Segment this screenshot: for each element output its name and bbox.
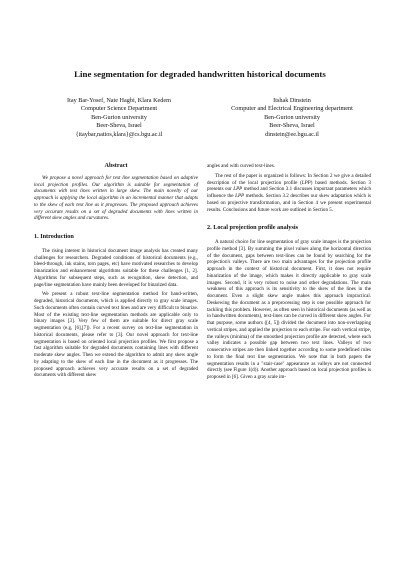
author-email: dinstein@ee.bgu.ac.il <box>265 130 319 138</box>
text-run: ) based methods. Section 3 presents our <box>207 179 371 193</box>
author-department: Computer and Electrical Engineering department <box>231 105 353 113</box>
author-university: Ben-Gurion university <box>91 113 147 121</box>
abstract-heading: Abstract <box>104 162 128 169</box>
organization-paragraph <box>207 173 371 214</box>
abstract-text: We propose a novel approach for text line segmentation based on adaptive local projection profiles. Our algorithm is suitable for segmentation of documents with text lines written in large skew. The main novelty of our approach is applying the local algorithm in an incremental manner that adapts to the skew of each text line as it progresses. The proposed approach achieves very accurate results on a set of degraded documents with lines written in different skew angles and curvatures. <box>34 174 198 222</box>
section-1-heading: 1. Introduction <box>34 233 74 240</box>
lpp-term: LPP <box>233 186 243 193</box>
section-2-heading: 2. Local projection profile analysis <box>207 224 299 232</box>
intro-continuation: angles and with curved text-lines. <box>207 163 275 169</box>
lpp-term: LPP <box>235 193 245 200</box>
right-column <box>207 163 371 384</box>
author-names: Itshak Dinstein <box>273 97 311 104</box>
author-names: Itay Bar-Yosef, Nate Hagbi, Klara Kedem <box>67 97 171 104</box>
author-city: Beer-Sheva, Israel <box>269 122 315 130</box>
left-column <box>34 163 198 382</box>
text-run: method and Section 3.1 discusses important parameters which influence the <box>207 186 371 200</box>
intro-paragraph-1: The rising interest in historical document image analysis has created many challenges for researchers. Degraded conditions of historical documents (e.g., bleed-through, ink stains, torn pages, etc) have motivated researches to develop binarization and enhancement algorithms suitable for these challenges [1, 2]. Algorithms for subsequent steps, such as recognition, skew detection, and page/line segmentation have mainly been developed for binarized data. <box>34 247 198 288</box>
lpp-term: LPP <box>301 179 311 186</box>
text-run: methods. Section 3.2 describes our skew adaptation which is based on projective transformation, and in Section 4 we present experimental results. Conclusions and future work are outlined in Section 5. <box>207 193 371 213</box>
paper-title: Line segmentation for degraded handwritten historical documents <box>74 69 326 79</box>
author-university: Ben-Gurion university <box>264 113 320 121</box>
author-block-right <box>212 97 372 139</box>
text-run: The rest of the paper is organized is follows: In Section 2 we give a detailed description of the local projection profile ( <box>207 172 371 186</box>
author-block-left <box>44 97 194 139</box>
section-2-paragraph: A natural choice for line segmentation of gray scale images is the projection profile method [3]. By summing the pixel values along the horizontal direction of the document, gaps between text-lines can be found by searching for the projection's valleys. There are two main advantages for the projection profile approach in the context of historical document. First, it does not require binarization of the image, which makes it directly applicable to gray scale images. Second, it is very robust to noise and other degradations. The main weakness of this approach is its sensitivity to the skew of the lines in the document. Even a slight skew angle makes this approach impractical. Deskewing the document as a preprocessing step is one possible approach for tackling this problem. However, as often seen in historical documents (as well as in handwritten documents), text-lines can be curved in different skew angles. For that purpose, some authors ([4, 5]) divided the document into non-overlapping vertical stripes, and applied the projection to each stripe. For each vertical stripe, the valleys (minima) of the smoothed projection profile are detected, where each valley indicates a possible gap between two text lines. Valleys of two consecutive stripes are then linked together according to some predefined rules to form the final text line segmentation. We note that in both papers the segmentation results in a "stair-case" appearance as valleys are not connected directly (see Figure 1(d)). Another approach based on local projection profiles is proposed in [6]. Given a gray scale im- <box>207 239 371 381</box>
author-department: Computer Science Department <box>80 105 158 113</box>
author-city: Beer-Sheva, Israel <box>96 122 142 130</box>
intro-paragraph-2: We present a robust text-line segmentation method for hand-written, degraded, historical documents, which is applied directly to gray scale images. Such documents often contain curved text lines and are very difficult to binarize. Most of the existing text-line segmentation methods are applicable only to binary images [3]. Very few of them are suitable for direct gray scale segmentation (e.g, [6],[7]). For a recent survey on text-line segmentation in historical documents, please refer to [3]. Our novel approach for text-line segmentation is based on oriented local projection profiles. We first propose a fast algorithm suitable for degraded documents containing lines with different moderate skew angles. Then we extend the algorithm to admit any skew angle by adapting to the skew of each line in the document as it progresses. The proposed approach achieves very accurate results on a set of degraded documents with different skew <box>34 291 198 379</box>
author-email: {itaybar,natios,klara}@cs.bgu.ac.il <box>75 130 163 138</box>
